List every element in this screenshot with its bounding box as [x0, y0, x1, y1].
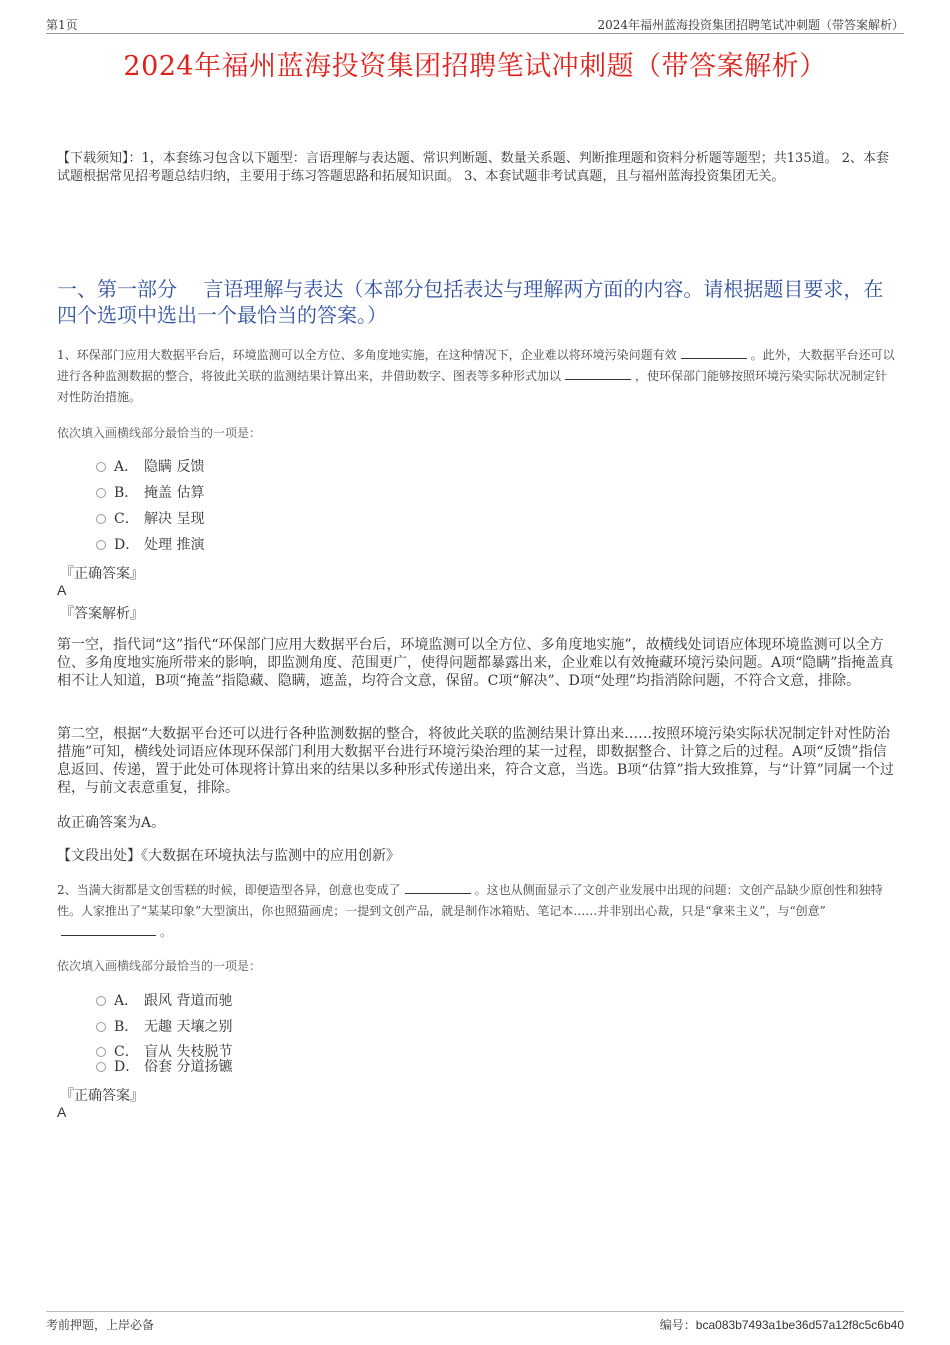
radio-icon[interactable]	[96, 462, 106, 472]
q1-answer: A	[57, 582, 67, 598]
page-number: 第1页	[46, 18, 78, 32]
radio-icon[interactable]	[96, 488, 106, 498]
blank-2	[565, 367, 631, 380]
q1-option-b[interactable]: B． 掩盖 估算	[96, 482, 204, 502]
q1-analysis-label: 『答案解析』	[60, 606, 144, 622]
header-doc-title: 2024年福州蓝海投资集团招聘笔试冲刺题（带答案解析）	[597, 18, 904, 32]
radio-icon[interactable]	[96, 1062, 106, 1072]
footer-code: 编号：bca083b7493a1be36d57a12f8c5c6b40	[659, 1318, 904, 1332]
q1-option-a[interactable]: A． 隐瞒 反馈	[96, 456, 204, 476]
q2-option-a[interactable]: A． 跟风 背道而驰	[96, 990, 232, 1010]
section-heading: 一、第一部分 言语理解与表达（本部分包括表达与理解两方面的内容。请根据题目要求，在四个选项中选出一个最恰当的答案。）	[57, 277, 884, 327]
radio-icon[interactable]	[96, 996, 106, 1006]
blank-1	[681, 346, 747, 359]
q1-answer-label: 『正确答案』	[60, 566, 144, 582]
q2-answer-label: 『正确答案』	[60, 1088, 144, 1104]
radio-icon[interactable]	[96, 540, 106, 550]
document-title: 2024年福州蓝海投资集团招聘笔试冲刺题（带答案解析）	[123, 51, 827, 82]
radio-icon[interactable]	[96, 1022, 106, 1032]
q2-option-d[interactable]: D． 俗套 分道扬镳	[96, 1056, 232, 1076]
page-footer	[46, 1311, 904, 1332]
q1-conclusion: 故正确答案为A。	[57, 815, 166, 831]
question-1-prompt: 依次填入画横线部分最恰当的一项是：	[57, 426, 262, 440]
question-2-prompt: 依次填入画横线部分最恰当的一项是：	[57, 959, 262, 973]
q1-source: 【文段出处】《大数据在环境执法与监测中的应用创新》	[57, 848, 400, 864]
download-notice: 【下载须知】：1，本套练习包含以下题型：言语理解与表达题、常识判断题、数量关系题、判断推理题和资料分析题等题型；共135道。 2、本套试题根据常见招考题总结归纳，主要用于练习答题思路和拓展知识面。 3、本套试题非考试真题，且与福州蓝海投资集团无关。	[57, 151, 889, 184]
radio-icon[interactable]	[96, 514, 106, 524]
q1-analysis-paragraph-1: 第一空，指代词“这”指代“环保部门应用大数据平台后，环境监测可以全方位、多角度地实施”，故横线处词语应体现环境监测可以全方位、多角度地实施所带来的影响，即监测角度、范围更广，使得问题都暴露出来，企业难以有效掩藏环境污染问题。A项“隐瞒”指掩盖真相不让人知道，B项“掩盖”指隐藏、隐瞒，遮盖，均符合文意，保留。C项“解决”、D项“处理”均指消除问题，不符合文意，排除。	[57, 637, 894, 689]
q2-option-b[interactable]: B． 无趣 天壤之别	[96, 1016, 232, 1036]
q2-option-c[interactable]: C． 盲从 失枝脱节	[96, 1041, 232, 1061]
q1-analysis-paragraph-2: 第二空，根据“大数据平台还可以进行各种监测数据的整合，将彼此关联的监测结果计算出来……按照环境污染实际状况制定针对性防治措施”可知，横线处词语应体现环保部门利用大数据平台进行环境污染治理的某一过程，即数据整合、计算之后的过程。A项“反馈”指信息返回、传递，置于此处可体现将计算出来的结果以多种形式传递出来，符合文意，当选。B项“估算”指大致推算，与“计算”同属一个过程，与前文表意重复，排除。	[57, 726, 894, 796]
q2-answer: A	[57, 1104, 67, 1120]
question-2-text: 2、当满大街都是文创雪糕的时候，即便造型各异，创意也变成了 。这也从侧面显示了文创产业发展中出现的问题：文创产品缺少原创性和独特性。人家推出了“某某印象”大型演出，你也照猫画虎；一提到文创产品，就是制作冰箱贴、笔记本……并非别出心裁，只是“拿来主义”，与“创意”。	[57, 883, 883, 939]
footer-slogan: 考前押题，上岸必备	[46, 1318, 155, 1332]
page-header	[46, 14, 904, 34]
q1-option-c[interactable]: C． 解决 呈现	[96, 508, 204, 528]
blank-1	[405, 881, 471, 894]
question-1-text: 1、环保部门应用大数据平台后，环境监测可以全方位、多角度地实施，在这种情况下，企业难以将环境污染问题有效 。此外，大数据平台还可以进行各种监测数据的整合，将彼此关联的监测结果计算出来，并借助数字、图表等多种形式加以 ，使环保部门能够按照环境污染实际状况制定针对性防治措施。	[57, 348, 895, 404]
blank-2	[61, 923, 156, 936]
q1-option-d[interactable]: D． 处理 推演	[96, 534, 204, 554]
